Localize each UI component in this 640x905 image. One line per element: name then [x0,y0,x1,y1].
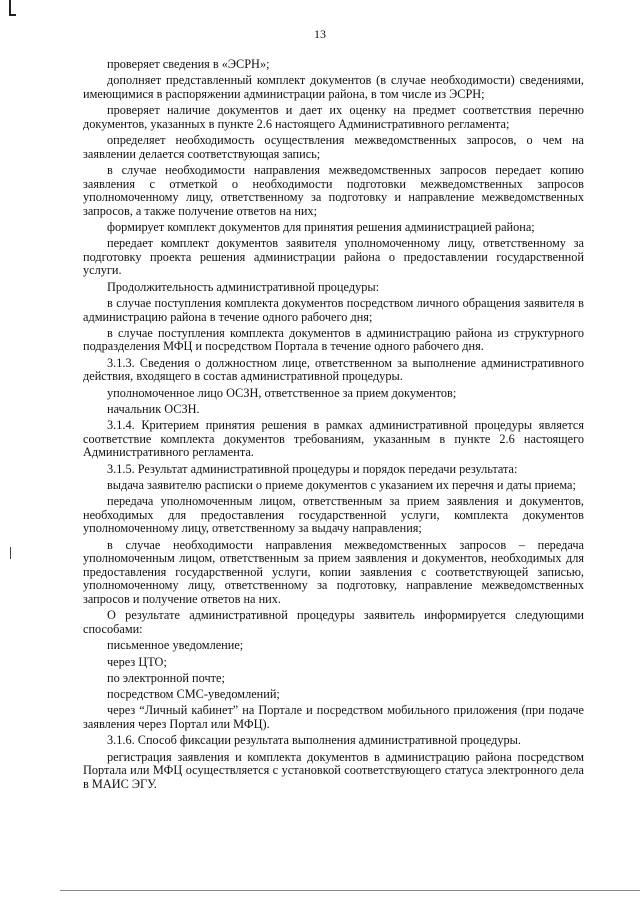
paragraph: О результате административной процедуры заявитель информируется следующими способами: [83,608,584,636]
paragraph: формирует комплект документов для принятия решения администрацией района; [107,219,535,234]
scan-bottom-edge [60,890,640,891]
paragraph: 3.1.6. Способ фиксации результата выполнения административной процедуры. [107,733,521,748]
paragraph: 3.1.3. Сведения о должностном лице, ответственном за выполнение административного действия, входящего в состав административной процедуры. [83,355,584,384]
paragraph: 3.1.5. Результат административной процедуры и порядок передачи результата: [107,461,518,476]
paragraph: регистрация заявления и комплекта документов в администрацию района посредством Портала или МФЦ осуществляется с установкой соответствующего статуса электронного дела в МАИС ЭГУ. [83,749,584,791]
scan-edge-mark [10,547,11,559]
paragraph: посредством СМС-уведомлений; [107,687,280,702]
paragraph: в случае поступления комплекта документов в администрацию района из структурного подразделения МФЦ и посредством Портала в течение одного рабочего дня. [83,325,584,354]
paragraph: передает комплект документов заявителя уполномоченному лицу, ответственному за подготовку проекта решения администрации района о предоставлении государственной услуги. [83,236,584,278]
page-number: 13 [314,27,326,41]
paragraph: в случае необходимости направления межведомственных запросов передает копию заявления с отметкой о необходимости подготовки межведомственных запросов уполномоченному лицу, ответственному за подготовку и направление межведомственных запросов, а также получение ответов на них; [83,162,584,218]
paragraph: начальник ОСЗН. [107,401,200,416]
paragraph: через “Личный кабинет” на Портале и посредством мобильного приложения (при подаче заявления через Портал или МФЦ). [83,703,584,731]
paragraph: определяет необходимость осуществления межведомственных запросов, о чем на заявлении делается соответствующая запись; [83,133,584,161]
paragraph: в случае поступления комплекта документов посредством личного обращения заявителя в администрацию района в течение одного рабочего дня; [83,296,584,324]
paragraph: 3.1.4. Критерием принятия решения в рамках административной процедуры является соответствие комплекта документов требованиям, указанным в пункте 2.6 настоящего Административного регламента. [83,418,584,460]
paragraph: проверяет сведения в «ЭСРН»; [107,57,270,71]
paragraph: дополняет представленный комплект документов (в случае необходимости) сведениями, имеющимися в распоряжении администрации района, в том числе из ЭСРН; [83,73,584,101]
scan-corner-mark [9,0,16,16]
paragraph: проверяет наличие документов и дает их оценку на предмет соответствия перечню документов, указанных в пункте 2.6 настоящего Административного регламента; [83,103,584,131]
document-body [83,58,584,794]
paragraph: Продолжительность административной процедуры: [107,279,380,294]
paragraph: выдача заявителю расписки о приеме документов с указанием их перечня и даты приема; [107,477,576,492]
paragraph: письменное уведомление; [107,638,244,653]
paragraph: передача уполномоченным лицом, ответственным за прием заявления и документов, необходимых для предоставления государственной услуги, комплекта документов уполномоченному лицу, ответственному за выдачу направления; [83,494,584,536]
paragraph: в случае необходимости направления межведомственных запросов – передача уполномоченным лицом, ответственным за прием заявления и документов, необходимых для предоставления государственной услуги, копии заявления с соответствующей записью, уполномоченному лицу, ответственному за подготовку, направление межведомственных запросов и получение ответов на них. [83,537,584,607]
paragraph: по электронной почте; [107,670,225,685]
paragraph: уполномоченное лицо ОСЗН, ответственное за прием документов; [107,385,457,400]
paragraph: через ЦТО; [107,654,167,669]
